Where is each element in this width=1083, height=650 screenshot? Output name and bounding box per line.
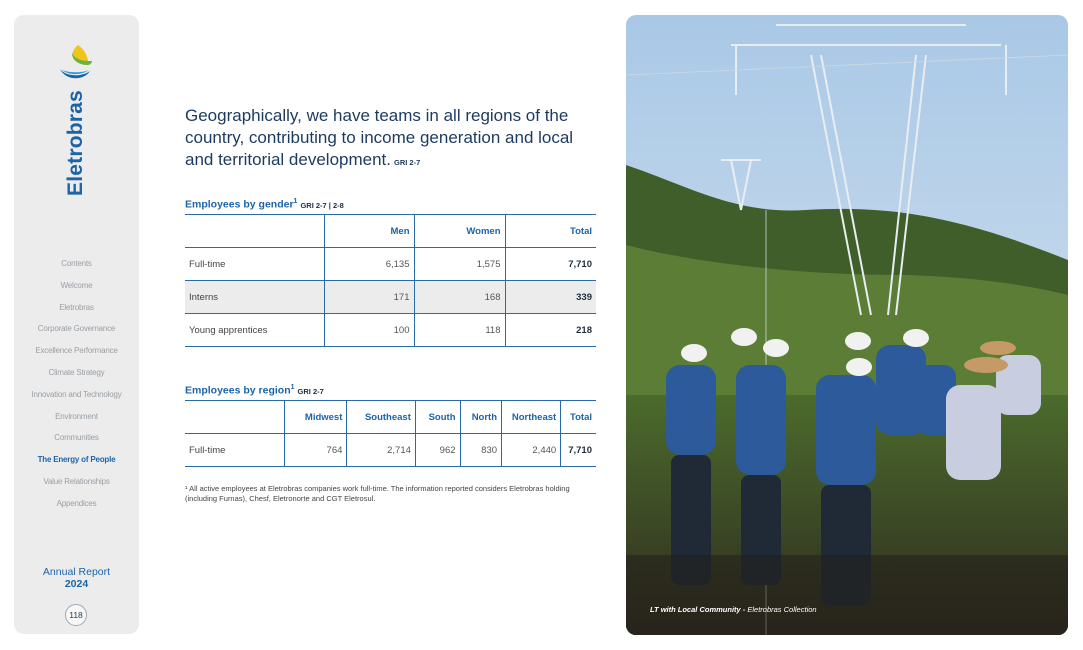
brand-wordmark: Eletrobras bbox=[64, 90, 87, 196]
nav-item-welcome[interactable]: Welcome bbox=[60, 280, 93, 290]
sidebar bbox=[14, 15, 139, 634]
gender-table-title bbox=[185, 198, 344, 211]
eletrobras-logo-icon bbox=[58, 43, 94, 83]
caption-italic: Eletrobras Collection bbox=[747, 605, 817, 614]
employees-by-region-table bbox=[185, 400, 596, 467]
cell-southeast: 2,714 bbox=[347, 434, 416, 467]
header-total: Total bbox=[505, 215, 596, 248]
header-southeast: Southeast bbox=[347, 401, 416, 434]
gender-title-footnote-mark: 1 bbox=[293, 198, 298, 205]
header-total: Total bbox=[561, 401, 596, 434]
heading-text: Geographically, we have teams in all regions of the country, contributing to income generation and local and territorial development. bbox=[185, 106, 574, 169]
row-label: Interns bbox=[185, 281, 324, 314]
nav-item-appendices[interactable]: Appendices bbox=[56, 498, 97, 508]
header-cell bbox=[185, 401, 285, 434]
nav-item-innovation-technology[interactable]: Innovation and Technology bbox=[31, 389, 122, 399]
row-label: Young apprentices bbox=[185, 314, 324, 347]
nav-item-energy-of-people[interactable]: The Energy of People bbox=[37, 455, 116, 465]
region-table-gri: GRI 2-7 bbox=[297, 386, 324, 396]
employees-by-gender-table bbox=[185, 214, 596, 347]
table-header-row bbox=[185, 401, 596, 434]
cell-north: 830 bbox=[460, 434, 502, 467]
page-number: 118 bbox=[65, 604, 87, 626]
nav-item-contents[interactable]: Contents bbox=[61, 259, 92, 268]
table-row bbox=[185, 248, 596, 281]
report-title: Annual Report bbox=[42, 566, 111, 578]
nav-item-eletrobras[interactable]: Eletrobras bbox=[59, 302, 94, 312]
photo-illustration bbox=[626, 15, 1068, 635]
header-cell bbox=[185, 215, 324, 248]
region-title-text: Employees by region bbox=[185, 384, 291, 397]
cell-women: 1,575 bbox=[414, 248, 505, 281]
region-title-footnote-mark: 1 bbox=[290, 384, 295, 391]
nav-item-communities[interactable]: Communities bbox=[54, 433, 99, 443]
table-row bbox=[185, 281, 596, 314]
nav-item-corporate-governance[interactable]: Corporate Governance bbox=[37, 324, 116, 334]
cell-south: 962 bbox=[415, 434, 460, 467]
cell-midwest: 764 bbox=[285, 434, 347, 467]
cell-northeast: 2,440 bbox=[502, 434, 561, 467]
cell-total: 339 bbox=[505, 281, 596, 314]
table-header-row bbox=[185, 215, 596, 248]
page-heading bbox=[185, 105, 605, 174]
header-midwest: Midwest bbox=[285, 401, 347, 434]
cell-women: 118 bbox=[414, 314, 505, 347]
table-row bbox=[185, 434, 596, 467]
row-label: Full-time bbox=[185, 248, 324, 281]
nav-item-climate-strategy[interactable]: Climate Strategy bbox=[48, 367, 105, 377]
report-year: 2024 bbox=[64, 578, 89, 590]
caption-bold: LT with Local Community - bbox=[650, 605, 746, 614]
heading-gri: GRI 2-7 bbox=[394, 158, 421, 167]
cell-men: 100 bbox=[324, 314, 414, 347]
cell-total: 218 bbox=[505, 314, 596, 347]
region-table-title bbox=[185, 384, 324, 397]
cell-men: 171 bbox=[324, 281, 414, 314]
nav-item-environment[interactable]: Environment bbox=[55, 411, 98, 421]
header-northeast: Northeast bbox=[502, 401, 561, 434]
cell-total: 7,710 bbox=[561, 434, 596, 467]
gender-title-text: Employees by gender bbox=[185, 198, 294, 211]
cell-men: 6,135 bbox=[324, 248, 414, 281]
photo-caption bbox=[650, 605, 817, 614]
row-label: Full-time bbox=[185, 434, 285, 467]
nav-item-value-relationships[interactable]: Value Relationships bbox=[43, 476, 110, 486]
header-women: Women bbox=[414, 215, 505, 248]
annual-report-label bbox=[14, 566, 139, 590]
cell-total: 7,710 bbox=[505, 248, 596, 281]
header-south: South bbox=[415, 401, 460, 434]
header-north: North bbox=[460, 401, 502, 434]
nav-item-excellence-performance[interactable]: Excellence Performance bbox=[35, 346, 118, 356]
cell-women: 168 bbox=[414, 281, 505, 314]
footnote: ¹ All active employees at Eletrobras companies work full-time. The information reported considers Eletrobras holding (including Furnas), Chesf, Eletronorte and CGT Eletrosul. bbox=[185, 484, 570, 503]
gender-table-gri: GRI 2-7 | 2-8 bbox=[300, 200, 344, 210]
header-men: Men bbox=[324, 215, 414, 248]
table-row bbox=[185, 314, 596, 347]
team-photo bbox=[626, 15, 1068, 635]
sidebar-nav bbox=[14, 253, 139, 515]
